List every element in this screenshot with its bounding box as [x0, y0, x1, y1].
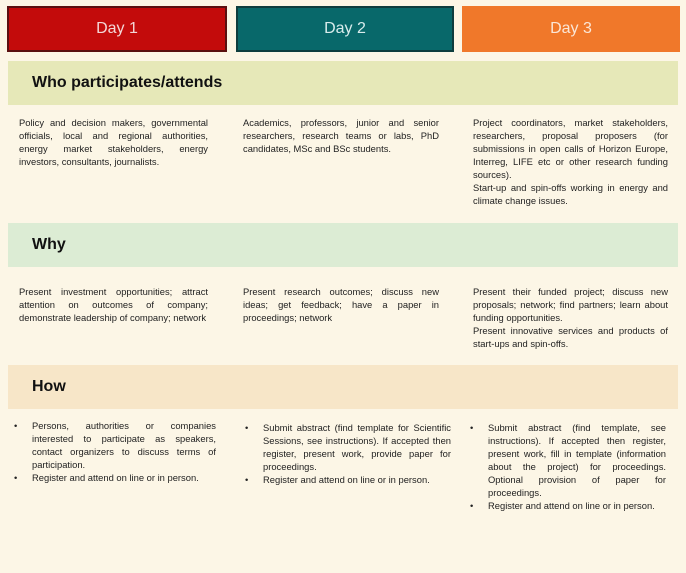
- why-day2-text: Present research outcomes; discuss new ideas; get feedback; have a paper in proceedings; network: [243, 286, 439, 323]
- tab-day-2-label: Day 2: [324, 20, 366, 37]
- how-day3-item-2: Register and attend on line or in person.: [488, 500, 655, 511]
- list-item: [245, 421, 451, 473]
- why-day1-text: Present investment opportunities; attract attention on outcomes of company; demonstrate leadership of company; network: [19, 286, 208, 323]
- how-day1-item-1: Persons, authorities or companies interested to participate as speakers, contact organizers to discuss terms of participation.: [32, 420, 216, 470]
- tab-day-1-label: Day 1: [96, 20, 138, 37]
- who-day3-text: [473, 116, 668, 207]
- tab-day-3[interactable]: [462, 6, 680, 52]
- section-title-how: How: [32, 378, 66, 395]
- how-day2-list: [245, 421, 451, 486]
- section-title-who: Who participates/attends: [32, 74, 223, 91]
- who-day2-text: Academics, professors, junior and senior researchers, research teams or labs, PhD candidates, MSc and BSc students.: [243, 117, 439, 154]
- how-day3-item-1: Submit abstract (find template, see instructions). If accepted then register, present work, fill in template (information about the project) for proceedings. Optional provision of paper for proceedings.: [488, 422, 666, 498]
- how-day2-item-1: Submit abstract (find template for Scientific Sessions, see instructions). If accepted then register, present work, provide paper for proceedings.: [263, 422, 451, 472]
- bullet-icon: •: [14, 472, 18, 483]
- tab-day-1[interactable]: [7, 6, 227, 52]
- list-item: [14, 419, 216, 471]
- how-day1-list: [14, 419, 216, 484]
- section-header-how: [8, 365, 678, 409]
- list-item: [14, 471, 216, 484]
- bullet-icon: •: [245, 474, 249, 485]
- why-day3-para-2: Present innovative services and products of start-ups and spin-offs.: [473, 325, 668, 349]
- section-header-why: [8, 223, 678, 267]
- section-title-why: Why: [32, 236, 66, 253]
- list-item: [470, 421, 666, 499]
- who-day1-text: Policy and decision makers, governmental officials, local and regional authorities, energy market stakeholders, energy investors, consultants, journalists.: [19, 117, 208, 167]
- bullet-icon: •: [470, 500, 474, 511]
- section-header-who: [8, 61, 678, 105]
- who-day3-para-2: Start-up and spin-offs working in energy and climate change issues.: [473, 182, 668, 206]
- how-day1-item-2: Register and attend on line or in person.: [32, 472, 199, 483]
- list-item: [245, 473, 451, 486]
- why-day3-para-1: Present their funded project; discuss new proposals; network; find partners; learn about funding opportunities.: [473, 286, 668, 323]
- bullet-icon: •: [470, 422, 474, 433]
- how-day2-item-2: Register and attend on line or in person.: [263, 474, 430, 485]
- how-day3-list: [470, 421, 666, 512]
- bullet-icon: •: [14, 420, 18, 431]
- tab-day-3-label: Day 3: [550, 20, 592, 37]
- why-day3-text: [473, 285, 668, 350]
- tab-day-2[interactable]: [236, 6, 454, 52]
- list-item: [470, 499, 666, 512]
- bullet-icon: •: [245, 422, 249, 433]
- who-day3-para-1: Project coordinators, market stakeholders, researchers, proposal proposers (for submissions in open calls of Horizon Europe, Interreg, LIFE etc or other research funding sources).: [473, 117, 668, 180]
